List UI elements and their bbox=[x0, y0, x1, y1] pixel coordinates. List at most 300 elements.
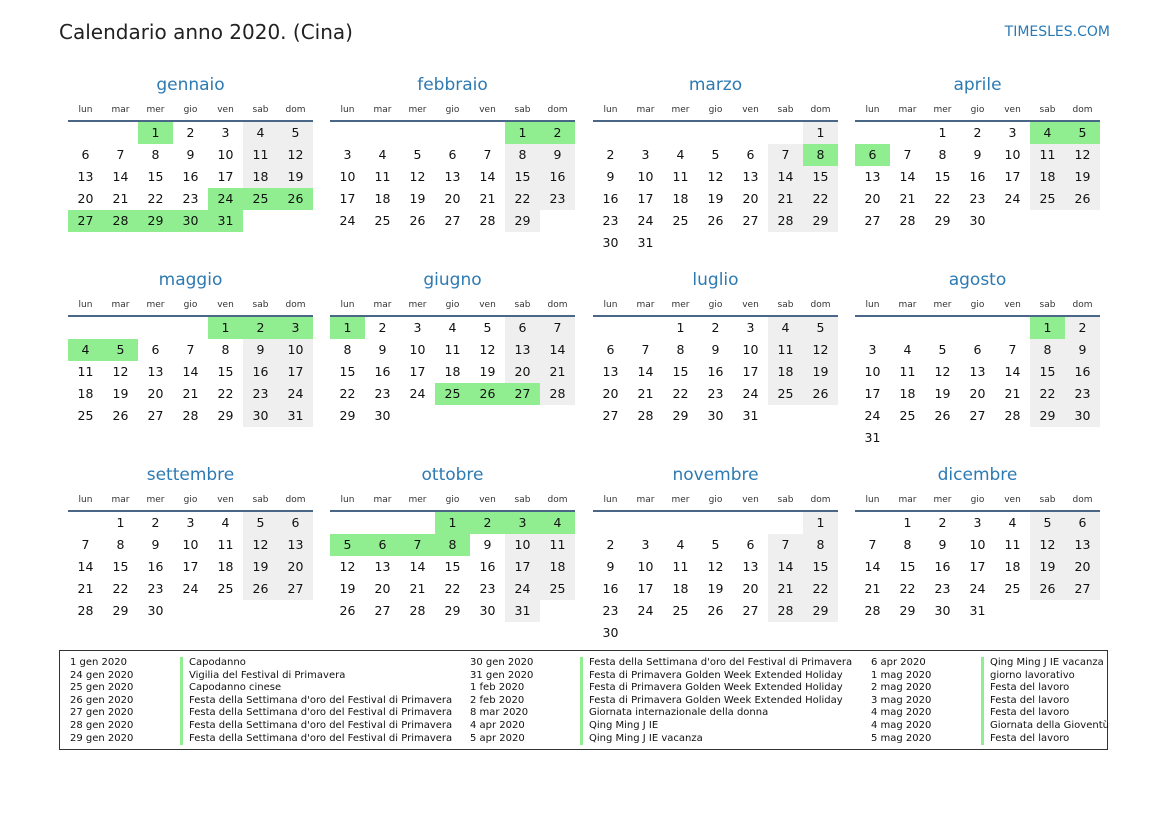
holiday-day-cell[interactable]: 8 bbox=[435, 534, 470, 556]
day-cell[interactable]: 11 bbox=[374, 169, 391, 184]
day-cell[interactable]: 8 bbox=[221, 342, 230, 357]
day-cell[interactable]: 27 bbox=[278, 578, 313, 600]
holiday-day-cell[interactable]: 8 bbox=[803, 144, 838, 166]
day-cell[interactable]: 3 bbox=[746, 320, 755, 335]
day-cell[interactable]: 15 bbox=[444, 559, 461, 574]
day-cell[interactable]: 18 bbox=[540, 556, 575, 578]
day-cell[interactable]: 16 bbox=[602, 581, 619, 596]
day-cell[interactable]: 19 bbox=[112, 386, 129, 401]
holiday-day-cell[interactable]: 5 bbox=[1065, 122, 1100, 144]
day-cell[interactable]: 21 bbox=[182, 386, 199, 401]
day-cell[interactable]: 31 bbox=[505, 600, 540, 622]
day-cell[interactable]: 16 bbox=[707, 364, 724, 379]
day-cell[interactable]: 4 bbox=[1008, 515, 1017, 530]
day-cell[interactable]: 15 bbox=[505, 166, 540, 188]
day-cell[interactable]: 15 bbox=[672, 364, 689, 379]
day-cell[interactable]: 9 bbox=[186, 147, 195, 162]
holiday-day-cell[interactable]: 4 bbox=[1030, 122, 1065, 144]
holiday-day-cell[interactable]: 27 bbox=[505, 383, 540, 405]
day-cell[interactable]: 9 bbox=[378, 342, 387, 357]
day-cell[interactable]: 14 bbox=[899, 169, 916, 184]
day-cell[interactable]: 10 bbox=[1004, 147, 1021, 162]
day-cell[interactable]: 22 bbox=[899, 581, 916, 596]
day-cell[interactable]: 31 bbox=[969, 603, 986, 618]
holiday-day-cell[interactable]: 1 bbox=[505, 122, 540, 144]
day-cell[interactable]: 2 bbox=[938, 515, 947, 530]
day-cell[interactable]: 1 bbox=[938, 125, 947, 140]
day-cell[interactable]: 27 bbox=[444, 213, 461, 228]
day-cell[interactable]: 12 bbox=[1030, 534, 1065, 556]
day-cell[interactable]: 3 bbox=[186, 515, 195, 530]
day-cell[interactable]: 20 bbox=[742, 581, 759, 596]
day-cell[interactable]: 22 bbox=[505, 188, 540, 210]
day-cell[interactable]: 2 bbox=[1065, 317, 1100, 339]
day-cell[interactable]: 10 bbox=[969, 537, 986, 552]
day-cell[interactable]: 26 bbox=[934, 408, 951, 423]
day-cell[interactable]: 25 bbox=[899, 408, 916, 423]
day-cell[interactable]: 12 bbox=[707, 559, 724, 574]
day-cell[interactable]: 8 bbox=[505, 144, 540, 166]
day-cell[interactable]: 5 bbox=[483, 320, 492, 335]
day-cell[interactable]: 6 bbox=[278, 512, 313, 534]
day-cell[interactable]: 19 bbox=[479, 364, 496, 379]
day-cell[interactable]: 30 bbox=[707, 408, 724, 423]
day-cell[interactable]: 26 bbox=[339, 603, 356, 618]
day-cell[interactable]: 6 bbox=[973, 342, 982, 357]
day-cell[interactable]: 15 bbox=[112, 559, 129, 574]
day-cell[interactable]: 26 bbox=[707, 603, 724, 618]
day-cell[interactable]: 13 bbox=[147, 364, 164, 379]
day-cell[interactable]: 8 bbox=[903, 537, 912, 552]
day-cell[interactable]: 7 bbox=[1008, 342, 1017, 357]
day-cell[interactable]: 10 bbox=[182, 537, 199, 552]
day-cell[interactable]: 22 bbox=[339, 386, 356, 401]
day-cell[interactable]: 6 bbox=[606, 342, 615, 357]
day-cell[interactable]: 29 bbox=[899, 603, 916, 618]
day-cell[interactable]: 5 bbox=[413, 147, 422, 162]
day-cell[interactable]: 24 bbox=[505, 578, 540, 600]
day-cell[interactable]: 10 bbox=[409, 342, 426, 357]
day-cell[interactable]: 3 bbox=[1008, 125, 1017, 140]
day-cell[interactable]: 23 bbox=[374, 386, 391, 401]
day-cell[interactable]: 26 bbox=[409, 213, 426, 228]
day-cell[interactable]: 29 bbox=[339, 408, 356, 423]
day-cell[interactable]: 27 bbox=[602, 408, 619, 423]
day-cell[interactable]: 17 bbox=[339, 191, 356, 206]
day-cell[interactable]: 4 bbox=[676, 147, 685, 162]
day-cell[interactable]: 2 bbox=[186, 125, 195, 140]
day-cell[interactable]: 11 bbox=[1004, 537, 1021, 552]
day-cell[interactable]: 5 bbox=[711, 147, 720, 162]
day-cell[interactable]: 8 bbox=[676, 342, 685, 357]
day-cell[interactable]: 20 bbox=[742, 191, 759, 206]
day-cell[interactable]: 31 bbox=[637, 235, 654, 250]
day-cell[interactable]: 21 bbox=[112, 191, 129, 206]
day-cell[interactable]: 27 bbox=[742, 213, 759, 228]
day-cell[interactable]: 1 bbox=[676, 320, 685, 335]
day-cell[interactable]: 30 bbox=[969, 213, 986, 228]
day-cell[interactable]: 1 bbox=[803, 512, 838, 534]
holiday-day-cell[interactable]: 7 bbox=[400, 534, 435, 556]
day-cell[interactable]: 17 bbox=[278, 361, 313, 383]
day-cell[interactable]: 30 bbox=[1065, 405, 1100, 427]
day-cell[interactable]: 15 bbox=[147, 169, 164, 184]
day-cell[interactable]: 24 bbox=[969, 581, 986, 596]
day-cell[interactable]: 29 bbox=[803, 210, 838, 232]
day-cell[interactable]: 16 bbox=[934, 559, 951, 574]
day-cell[interactable]: 4 bbox=[243, 122, 278, 144]
day-cell[interactable]: 17 bbox=[409, 364, 426, 379]
day-cell[interactable]: 14 bbox=[1004, 364, 1021, 379]
day-cell[interactable]: 24 bbox=[742, 386, 759, 401]
day-cell[interactable]: 9 bbox=[540, 144, 575, 166]
day-cell[interactable]: 15 bbox=[339, 364, 356, 379]
day-cell[interactable]: 17 bbox=[742, 364, 759, 379]
day-cell[interactable]: 28 bbox=[637, 408, 654, 423]
holiday-day-cell[interactable]: 1 bbox=[1030, 317, 1065, 339]
day-cell[interactable]: 2 bbox=[711, 320, 720, 335]
day-cell[interactable]: 24 bbox=[182, 581, 199, 596]
day-cell[interactable]: 21 bbox=[637, 386, 654, 401]
day-cell[interactable]: 16 bbox=[147, 559, 164, 574]
day-cell[interactable]: 20 bbox=[147, 386, 164, 401]
day-cell[interactable]: 27 bbox=[147, 408, 164, 423]
holiday-day-cell[interactable]: 24 bbox=[208, 188, 243, 210]
holiday-day-cell[interactable]: 31 bbox=[208, 210, 243, 232]
day-cell[interactable]: 9 bbox=[606, 169, 615, 184]
day-cell[interactable]: 13 bbox=[374, 559, 391, 574]
day-cell[interactable]: 20 bbox=[505, 361, 540, 383]
day-cell[interactable]: 7 bbox=[186, 342, 195, 357]
day-cell[interactable]: 17 bbox=[864, 386, 881, 401]
day-cell[interactable]: 8 bbox=[938, 147, 947, 162]
holiday-day-cell[interactable]: 28 bbox=[103, 210, 138, 232]
day-cell[interactable]: 23 bbox=[243, 383, 278, 405]
day-cell[interactable]: 8 bbox=[343, 342, 352, 357]
day-cell[interactable]: 10 bbox=[864, 364, 881, 379]
day-cell[interactable]: 9 bbox=[938, 537, 947, 552]
day-cell[interactable]: 25 bbox=[374, 213, 391, 228]
day-cell[interactable]: 23 bbox=[934, 581, 951, 596]
holiday-day-cell[interactable]: 1 bbox=[330, 317, 365, 339]
day-cell[interactable]: 20 bbox=[864, 191, 881, 206]
day-cell[interactable]: 17 bbox=[637, 191, 654, 206]
day-cell[interactable]: 28 bbox=[1004, 408, 1021, 423]
day-cell[interactable]: 23 bbox=[602, 213, 619, 228]
day-cell[interactable]: 22 bbox=[217, 386, 234, 401]
day-cell[interactable]: 7 bbox=[768, 534, 803, 556]
day-cell[interactable]: 29 bbox=[934, 213, 951, 228]
day-cell[interactable]: 23 bbox=[1065, 383, 1100, 405]
day-cell[interactable]: 6 bbox=[746, 147, 755, 162]
day-cell[interactable]: 10 bbox=[637, 169, 654, 184]
day-cell[interactable]: 16 bbox=[969, 169, 986, 184]
day-cell[interactable]: 19 bbox=[409, 191, 426, 206]
day-cell[interactable]: 9 bbox=[483, 537, 492, 552]
day-cell[interactable]: 6 bbox=[81, 147, 90, 162]
day-cell[interactable]: 14 bbox=[637, 364, 654, 379]
day-cell[interactable]: 6 bbox=[746, 537, 755, 552]
day-cell[interactable]: 11 bbox=[672, 169, 689, 184]
day-cell[interactable]: 23 bbox=[147, 581, 164, 596]
day-cell[interactable]: 3 bbox=[343, 147, 352, 162]
day-cell[interactable]: 29 bbox=[217, 408, 234, 423]
day-cell[interactable]: 19 bbox=[1030, 556, 1065, 578]
day-cell[interactable]: 5 bbox=[1030, 512, 1065, 534]
day-cell[interactable]: 24 bbox=[278, 383, 313, 405]
day-cell[interactable]: 18 bbox=[1004, 559, 1021, 574]
day-cell[interactable]: 12 bbox=[707, 169, 724, 184]
holiday-day-cell[interactable]: 6 bbox=[855, 144, 890, 166]
day-cell[interactable]: 20 bbox=[1065, 556, 1100, 578]
day-cell[interactable]: 4 bbox=[448, 320, 457, 335]
day-cell[interactable]: 22 bbox=[803, 188, 838, 210]
day-cell[interactable]: 19 bbox=[707, 581, 724, 596]
holiday-day-cell[interactable]: 5 bbox=[103, 339, 138, 361]
day-cell[interactable]: 16 bbox=[540, 166, 575, 188]
day-cell[interactable]: 10 bbox=[742, 342, 759, 357]
day-cell[interactable]: 5 bbox=[803, 317, 838, 339]
day-cell[interactable]: 14 bbox=[77, 559, 94, 574]
day-cell[interactable]: 30 bbox=[147, 603, 164, 618]
day-cell[interactable]: 30 bbox=[479, 603, 496, 618]
day-cell[interactable]: 13 bbox=[77, 169, 94, 184]
day-cell[interactable]: 15 bbox=[803, 556, 838, 578]
day-cell[interactable]: 4 bbox=[378, 147, 387, 162]
day-cell[interactable]: 12 bbox=[409, 169, 426, 184]
day-cell[interactable]: 16 bbox=[1065, 361, 1100, 383]
day-cell[interactable]: 4 bbox=[221, 515, 230, 530]
day-cell[interactable]: 11 bbox=[243, 144, 278, 166]
day-cell[interactable]: 1 bbox=[116, 515, 125, 530]
day-cell[interactable]: 23 bbox=[602, 603, 619, 618]
day-cell[interactable]: 16 bbox=[374, 364, 391, 379]
day-cell[interactable]: 25 bbox=[768, 383, 803, 405]
day-cell[interactable]: 7 bbox=[641, 342, 650, 357]
day-cell[interactable]: 28 bbox=[768, 210, 803, 232]
day-cell[interactable]: 13 bbox=[602, 364, 619, 379]
day-cell[interactable]: 13 bbox=[864, 169, 881, 184]
day-cell[interactable]: 18 bbox=[77, 386, 94, 401]
day-cell[interactable]: 15 bbox=[1030, 361, 1065, 383]
day-cell[interactable]: 18 bbox=[899, 386, 916, 401]
day-cell[interactable]: 8 bbox=[116, 537, 125, 552]
day-cell[interactable]: 20 bbox=[444, 191, 461, 206]
day-cell[interactable]: 24 bbox=[864, 408, 881, 423]
day-cell[interactable]: 17 bbox=[1004, 169, 1021, 184]
holiday-day-cell[interactable]: 4 bbox=[68, 339, 103, 361]
day-cell[interactable]: 6 bbox=[151, 342, 160, 357]
day-cell[interactable]: 12 bbox=[1065, 144, 1100, 166]
holiday-day-cell[interactable]: 30 bbox=[173, 210, 208, 232]
day-cell[interactable]: 10 bbox=[217, 147, 234, 162]
day-cell[interactable]: 9 bbox=[711, 342, 720, 357]
day-cell[interactable]: 26 bbox=[803, 383, 838, 405]
day-cell[interactable]: 31 bbox=[742, 408, 759, 423]
day-cell[interactable]: 30 bbox=[934, 603, 951, 618]
day-cell[interactable]: 29 bbox=[1030, 405, 1065, 427]
day-cell[interactable]: 18 bbox=[1030, 166, 1065, 188]
day-cell[interactable]: 22 bbox=[147, 191, 164, 206]
day-cell[interactable]: 11 bbox=[672, 559, 689, 574]
day-cell[interactable]: 28 bbox=[409, 603, 426, 618]
holiday-day-cell[interactable]: 1 bbox=[435, 512, 470, 534]
day-cell[interactable]: 1 bbox=[903, 515, 912, 530]
day-cell[interactable]: 25 bbox=[217, 581, 234, 596]
day-cell[interactable]: 3 bbox=[641, 537, 650, 552]
day-cell[interactable]: 8 bbox=[803, 534, 838, 556]
day-cell[interactable]: 11 bbox=[540, 534, 575, 556]
day-cell[interactable]: 7 bbox=[483, 147, 492, 162]
holiday-day-cell[interactable]: 4 bbox=[540, 512, 575, 534]
day-cell[interactable]: 12 bbox=[243, 534, 278, 556]
day-cell[interactable]: 23 bbox=[540, 188, 575, 210]
day-cell[interactable]: 18 bbox=[217, 559, 234, 574]
day-cell[interactable]: 3 bbox=[868, 342, 877, 357]
day-cell[interactable]: 31 bbox=[278, 405, 313, 427]
day-cell[interactable]: 9 bbox=[973, 147, 982, 162]
day-cell[interactable]: 17 bbox=[182, 559, 199, 574]
day-cell[interactable]: 6 bbox=[505, 317, 540, 339]
day-cell[interactable]: 11 bbox=[899, 364, 916, 379]
day-cell[interactable]: 3 bbox=[413, 320, 422, 335]
day-cell[interactable]: 3 bbox=[221, 125, 230, 140]
day-cell[interactable]: 24 bbox=[637, 603, 654, 618]
day-cell[interactable]: 22 bbox=[803, 578, 838, 600]
day-cell[interactable]: 2 bbox=[606, 537, 615, 552]
day-cell[interactable]: 2 bbox=[606, 147, 615, 162]
day-cell[interactable]: 19 bbox=[339, 581, 356, 596]
day-cell[interactable]: 17 bbox=[637, 581, 654, 596]
day-cell[interactable]: 11 bbox=[217, 537, 234, 552]
day-cell[interactable]: 19 bbox=[1065, 166, 1100, 188]
day-cell[interactable]: 21 bbox=[540, 361, 575, 383]
day-cell[interactable]: 11 bbox=[1030, 144, 1065, 166]
day-cell[interactable]: 7 bbox=[540, 317, 575, 339]
day-cell[interactable]: 10 bbox=[637, 559, 654, 574]
day-cell[interactable]: 25 bbox=[672, 213, 689, 228]
day-cell[interactable]: 24 bbox=[637, 213, 654, 228]
day-cell[interactable]: 24 bbox=[1004, 191, 1021, 206]
day-cell[interactable]: 21 bbox=[864, 581, 881, 596]
day-cell[interactable]: 13 bbox=[278, 534, 313, 556]
day-cell[interactable]: 2 bbox=[151, 515, 160, 530]
day-cell[interactable]: 23 bbox=[707, 386, 724, 401]
holiday-day-cell[interactable]: 3 bbox=[505, 512, 540, 534]
day-cell[interactable]: 26 bbox=[1030, 578, 1065, 600]
day-cell[interactable]: 21 bbox=[1004, 386, 1021, 401]
day-cell[interactable]: 4 bbox=[768, 317, 803, 339]
day-cell[interactable]: 7 bbox=[116, 147, 125, 162]
day-cell[interactable]: 20 bbox=[278, 556, 313, 578]
day-cell[interactable]: 13 bbox=[969, 364, 986, 379]
day-cell[interactable]: 13 bbox=[505, 339, 540, 361]
day-cell[interactable]: 28 bbox=[479, 213, 496, 228]
day-cell[interactable]: 20 bbox=[77, 191, 94, 206]
day-cell[interactable]: 28 bbox=[182, 408, 199, 423]
day-cell[interactable]: 10 bbox=[505, 534, 540, 556]
holiday-day-cell[interactable]: 2 bbox=[540, 122, 575, 144]
day-cell[interactable]: 15 bbox=[899, 559, 916, 574]
day-cell[interactable]: 14 bbox=[479, 169, 496, 184]
day-cell[interactable]: 12 bbox=[479, 342, 496, 357]
day-cell[interactable]: 29 bbox=[444, 603, 461, 618]
day-cell[interactable]: 10 bbox=[278, 339, 313, 361]
day-cell[interactable]: 4 bbox=[903, 342, 912, 357]
holiday-day-cell[interactable]: 6 bbox=[365, 534, 400, 556]
day-cell[interactable]: 31 bbox=[864, 430, 881, 445]
day-cell[interactable]: 21 bbox=[768, 578, 803, 600]
day-cell[interactable]: 4 bbox=[676, 537, 685, 552]
day-cell[interactable]: 6 bbox=[448, 147, 457, 162]
day-cell[interactable]: 14 bbox=[409, 559, 426, 574]
day-cell[interactable]: 12 bbox=[803, 339, 838, 361]
day-cell[interactable]: 29 bbox=[505, 210, 540, 232]
day-cell[interactable]: 7 bbox=[81, 537, 90, 552]
day-cell[interactable]: 20 bbox=[374, 581, 391, 596]
holiday-day-cell[interactable]: 25 bbox=[243, 188, 278, 210]
holiday-day-cell[interactable]: 25 bbox=[435, 383, 470, 405]
day-cell[interactable]: 13 bbox=[444, 169, 461, 184]
day-cell[interactable]: 15 bbox=[803, 166, 838, 188]
day-cell[interactable]: 27 bbox=[742, 603, 759, 618]
day-cell[interactable]: 22 bbox=[934, 191, 951, 206]
day-cell[interactable]: 14 bbox=[112, 169, 129, 184]
day-cell[interactable]: 19 bbox=[707, 191, 724, 206]
day-cell[interactable]: 14 bbox=[182, 364, 199, 379]
holiday-day-cell[interactable]: 26 bbox=[278, 188, 313, 210]
holiday-day-cell[interactable]: 2 bbox=[470, 512, 505, 534]
day-cell[interactable]: 13 bbox=[742, 559, 759, 574]
day-cell[interactable]: 17 bbox=[217, 169, 234, 184]
day-cell[interactable]: 8 bbox=[151, 147, 160, 162]
day-cell[interactable]: 28 bbox=[540, 383, 575, 405]
day-cell[interactable]: 16 bbox=[479, 559, 496, 574]
day-cell[interactable]: 7 bbox=[768, 144, 803, 166]
day-cell[interactable]: 25 bbox=[672, 603, 689, 618]
day-cell[interactable]: 23 bbox=[182, 191, 199, 206]
day-cell[interactable]: 25 bbox=[1004, 581, 1021, 596]
day-cell[interactable]: 30 bbox=[374, 408, 391, 423]
day-cell[interactable]: 19 bbox=[278, 166, 313, 188]
day-cell[interactable]: 27 bbox=[374, 603, 391, 618]
day-cell[interactable]: 7 bbox=[903, 147, 912, 162]
day-cell[interactable]: 21 bbox=[77, 581, 94, 596]
day-cell[interactable]: 18 bbox=[768, 361, 803, 383]
day-cell[interactable]: 15 bbox=[934, 169, 951, 184]
day-cell[interactable]: 27 bbox=[1065, 578, 1100, 600]
day-cell[interactable]: 12 bbox=[339, 559, 356, 574]
day-cell[interactable]: 5 bbox=[938, 342, 947, 357]
day-cell[interactable]: 25 bbox=[77, 408, 94, 423]
holiday-day-cell[interactable]: 2 bbox=[243, 317, 278, 339]
day-cell[interactable]: 11 bbox=[444, 342, 461, 357]
day-cell[interactable]: 21 bbox=[479, 191, 496, 206]
holiday-day-cell[interactable]: 3 bbox=[278, 317, 313, 339]
day-cell[interactable]: 12 bbox=[112, 364, 129, 379]
day-cell[interactable]: 9 bbox=[1065, 339, 1100, 361]
day-cell[interactable]: 28 bbox=[899, 213, 916, 228]
day-cell[interactable]: 30 bbox=[602, 625, 619, 640]
day-cell[interactable]: 18 bbox=[672, 581, 689, 596]
day-cell[interactable]: 25 bbox=[1030, 188, 1065, 210]
day-cell[interactable]: 14 bbox=[768, 166, 803, 188]
day-cell[interactable]: 30 bbox=[602, 235, 619, 250]
day-cell[interactable]: 7 bbox=[868, 537, 877, 552]
day-cell[interactable]: 5 bbox=[243, 512, 278, 534]
day-cell[interactable]: 6 bbox=[1065, 512, 1100, 534]
day-cell[interactable]: 19 bbox=[803, 361, 838, 383]
